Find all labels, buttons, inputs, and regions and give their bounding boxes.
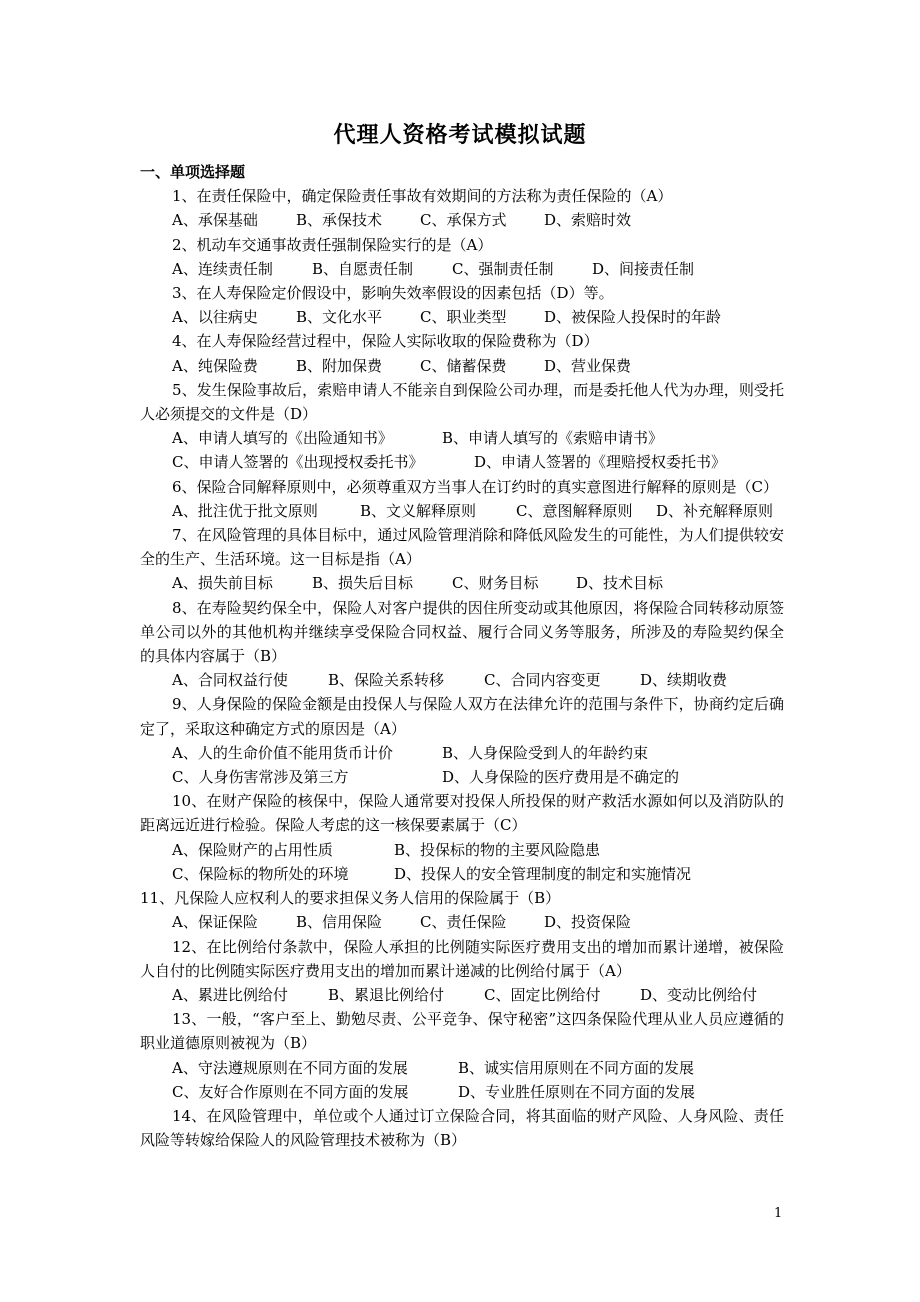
page-title: 代理人资格考试模拟试题 <box>333 123 587 148</box>
answer-options-row <box>140 571 784 595</box>
answer-option: B、信用保险 <box>296 913 383 932</box>
question-text: 9、人身保险的保险金额是由投保人与保险人双方在法律允许的范围与条件下，协商约定后确定了，采取这种确定方式的原因是（A） <box>140 695 784 738</box>
answer-options-row <box>140 668 784 692</box>
answer-options-row <box>140 499 784 523</box>
answer-option: B、诚实信用原则在不同方面的发展 <box>458 1058 695 1077</box>
answer-option: D、续期收费 <box>640 671 728 690</box>
answer-options-row <box>140 208 784 232</box>
question-text: 13、一般，“客户至上、勤勉尽责、公平竞争、保守秘密”这四条保险代理从业人员应遵循的职业道德原则被视为（B） <box>140 1010 784 1053</box>
question-text: 10、在财产保险的核保中，保险人通常要对投保人所投保的财产救活水源如何以及消防队的距离远近进行检验。保险人考虑的这一核保要素属于（C） <box>140 792 784 835</box>
question-text: 1、在责任保险中，确定保险责任事故有效期间的方法称为责任保险的（A） <box>172 187 673 206</box>
question-text: 12、在比例给付条款中，保险人承担的比例随实际医疗费用支出的增加而累计递增，被保险人自付的比例随实际医疗费用支出的增加而累计递减的比例给付属于（A） <box>140 937 784 980</box>
answer-option: D、投保人的安全管理制度的制定和实施情况 <box>394 864 692 883</box>
answer-options-row <box>140 1056 784 1080</box>
question-text: 6、保险合同解释原则中，必须尊重双方当事人在订约时的真实意图进行解释的原则是（C） <box>172 477 779 496</box>
question-text: 8、在寿险契约保全中，保险人对客户提供的因住所变动或其他原因，将保险合同转移动原签单公司以外的其他机构并继续享受保险合同权益、履行合同义务等服务，所涉及的寿险契约保全的具体内容属于（B） <box>140 598 784 666</box>
answer-option: B、申请人填写的《索赔申请书》 <box>442 429 664 448</box>
answer-option: C、职业类型 <box>420 308 507 327</box>
answer-option: B、损失后目标 <box>312 574 414 593</box>
answer-option: A、以往病史 <box>172 308 258 327</box>
answer-option: A、保证保险 <box>172 913 258 932</box>
answer-option: A、累进比例给付 <box>172 985 288 1004</box>
answer-option: B、累退比例给付 <box>328 985 445 1004</box>
answer-option: D、人身保险的医疗费用是不确定的 <box>442 768 680 787</box>
answer-option: A、申请人填写的《出险通知书》 <box>172 429 393 448</box>
section-heading: 一、单项选择题 <box>140 163 246 181</box>
answer-option: A、损失前目标 <box>172 574 273 593</box>
answer-option: D、投资保险 <box>544 913 632 932</box>
answer-option: C、申请人签署的《出现授权委托书》 <box>172 453 424 472</box>
answer-option: B、承保技术 <box>296 211 383 230</box>
answer-options-row <box>140 257 784 281</box>
answer-options-row <box>140 838 784 862</box>
answer-option: A、人的生命价值不能用货币计价 <box>172 743 393 762</box>
answer-option: D、间接责任制 <box>592 259 695 278</box>
answer-option: D、专业胜任原则在不同方面的发展 <box>458 1082 696 1101</box>
answer-option: C、固定比例给付 <box>484 985 601 1004</box>
answer-option: D、索赔时效 <box>544 211 632 230</box>
answer-option: C、友好合作原则在不同方面的发展 <box>172 1082 409 1101</box>
answer-option: A、批注优于批文原则 <box>172 501 318 520</box>
document-body <box>140 160 784 1152</box>
answer-option: D、技术目标 <box>576 574 664 593</box>
question-text: 5、发生保险事故后，索赔申请人不能亲自到保险公司办理，而是委托他人代为办理，则受托人必须提交的文件是（D） <box>140 380 784 424</box>
answer-option: A、纯保险费 <box>172 356 258 375</box>
answer-options-row <box>140 426 784 450</box>
answer-option: C、合同内容变更 <box>484 671 601 690</box>
answer-options-row <box>140 862 784 886</box>
answer-options-row <box>140 983 784 1007</box>
answer-option: D、被保险人投保时的年龄 <box>544 308 722 327</box>
answer-option: D、申请人签署的《理赔授权委托书》 <box>474 453 727 472</box>
answer-option: C、强制责任制 <box>452 259 554 278</box>
answer-option: B、投保标的物的主要风险隐患 <box>394 840 601 859</box>
question-text: 11、凡保险人应权利人的要求担保义务人信用的保险属于（B） <box>140 889 561 908</box>
answer-option: C、财务目标 <box>452 574 539 593</box>
answer-options-row <box>140 765 784 789</box>
answer-option: B、附加保费 <box>296 356 383 375</box>
answer-option: B、保险关系转移 <box>328 671 445 690</box>
answer-option: B、文化水平 <box>296 308 383 327</box>
answer-option: B、文义解释原则 <box>360 501 477 520</box>
answer-option: A、守法遵规原则在不同方面的发展 <box>172 1058 408 1077</box>
answer-options-row <box>140 450 784 474</box>
answer-option: C、人身伤害常涉及第三方 <box>172 768 349 787</box>
answer-options-row <box>140 741 784 765</box>
page-number: 1 <box>774 1206 783 1221</box>
answer-option: A、连续责任制 <box>172 259 273 278</box>
answer-options-row <box>140 305 784 329</box>
answer-option: D、补充解释原则 <box>656 501 774 520</box>
question-text: 3、在人寿保险定价假设中，影响失效率假设的因素包括（D）等。 <box>172 284 614 303</box>
answer-option: C、保险标的物所处的环境 <box>172 864 349 883</box>
answer-option: B、人身保险受到人的年龄约束 <box>442 743 649 762</box>
answer-options-row <box>140 1080 784 1104</box>
answer-option: D、变动比例给付 <box>640 985 758 1004</box>
answer-options-row <box>140 354 784 378</box>
answer-option: C、责任保险 <box>420 913 507 932</box>
answer-option: B、自愿责任制 <box>312 259 414 278</box>
answer-option: C、意图解释原则 <box>516 501 633 520</box>
answer-option: A、承保基础 <box>172 211 258 230</box>
question-text: 14、在风险管理中，单位或个人通过订立保险合同，将其面临的财产风险、人身风险、责任风险等转嫁给保险人的风险管理技术被称为（B） <box>140 1106 784 1150</box>
question-text: 2、机动车交通事故责任强制保险实行的是（A） <box>172 235 493 254</box>
answer-option: A、保险财产的占用性质 <box>172 840 333 859</box>
answer-options-row <box>140 910 784 934</box>
answer-option: A、合同权益行使 <box>172 671 288 690</box>
answer-option: D、营业保费 <box>544 356 632 375</box>
question-text: 7、在风险管理的具体目标中，通过风险管理消除和降低风险发生的可能性，为人们提供较安全的生产、生活环境。这一目标是指（A） <box>140 526 784 569</box>
question-text: 4、在人寿保险经营过程中，保险人实际收取的保险费称为（D） <box>172 332 599 351</box>
answer-option: C、承保方式 <box>420 211 507 230</box>
answer-option: C、储蓄保费 <box>420 356 507 375</box>
